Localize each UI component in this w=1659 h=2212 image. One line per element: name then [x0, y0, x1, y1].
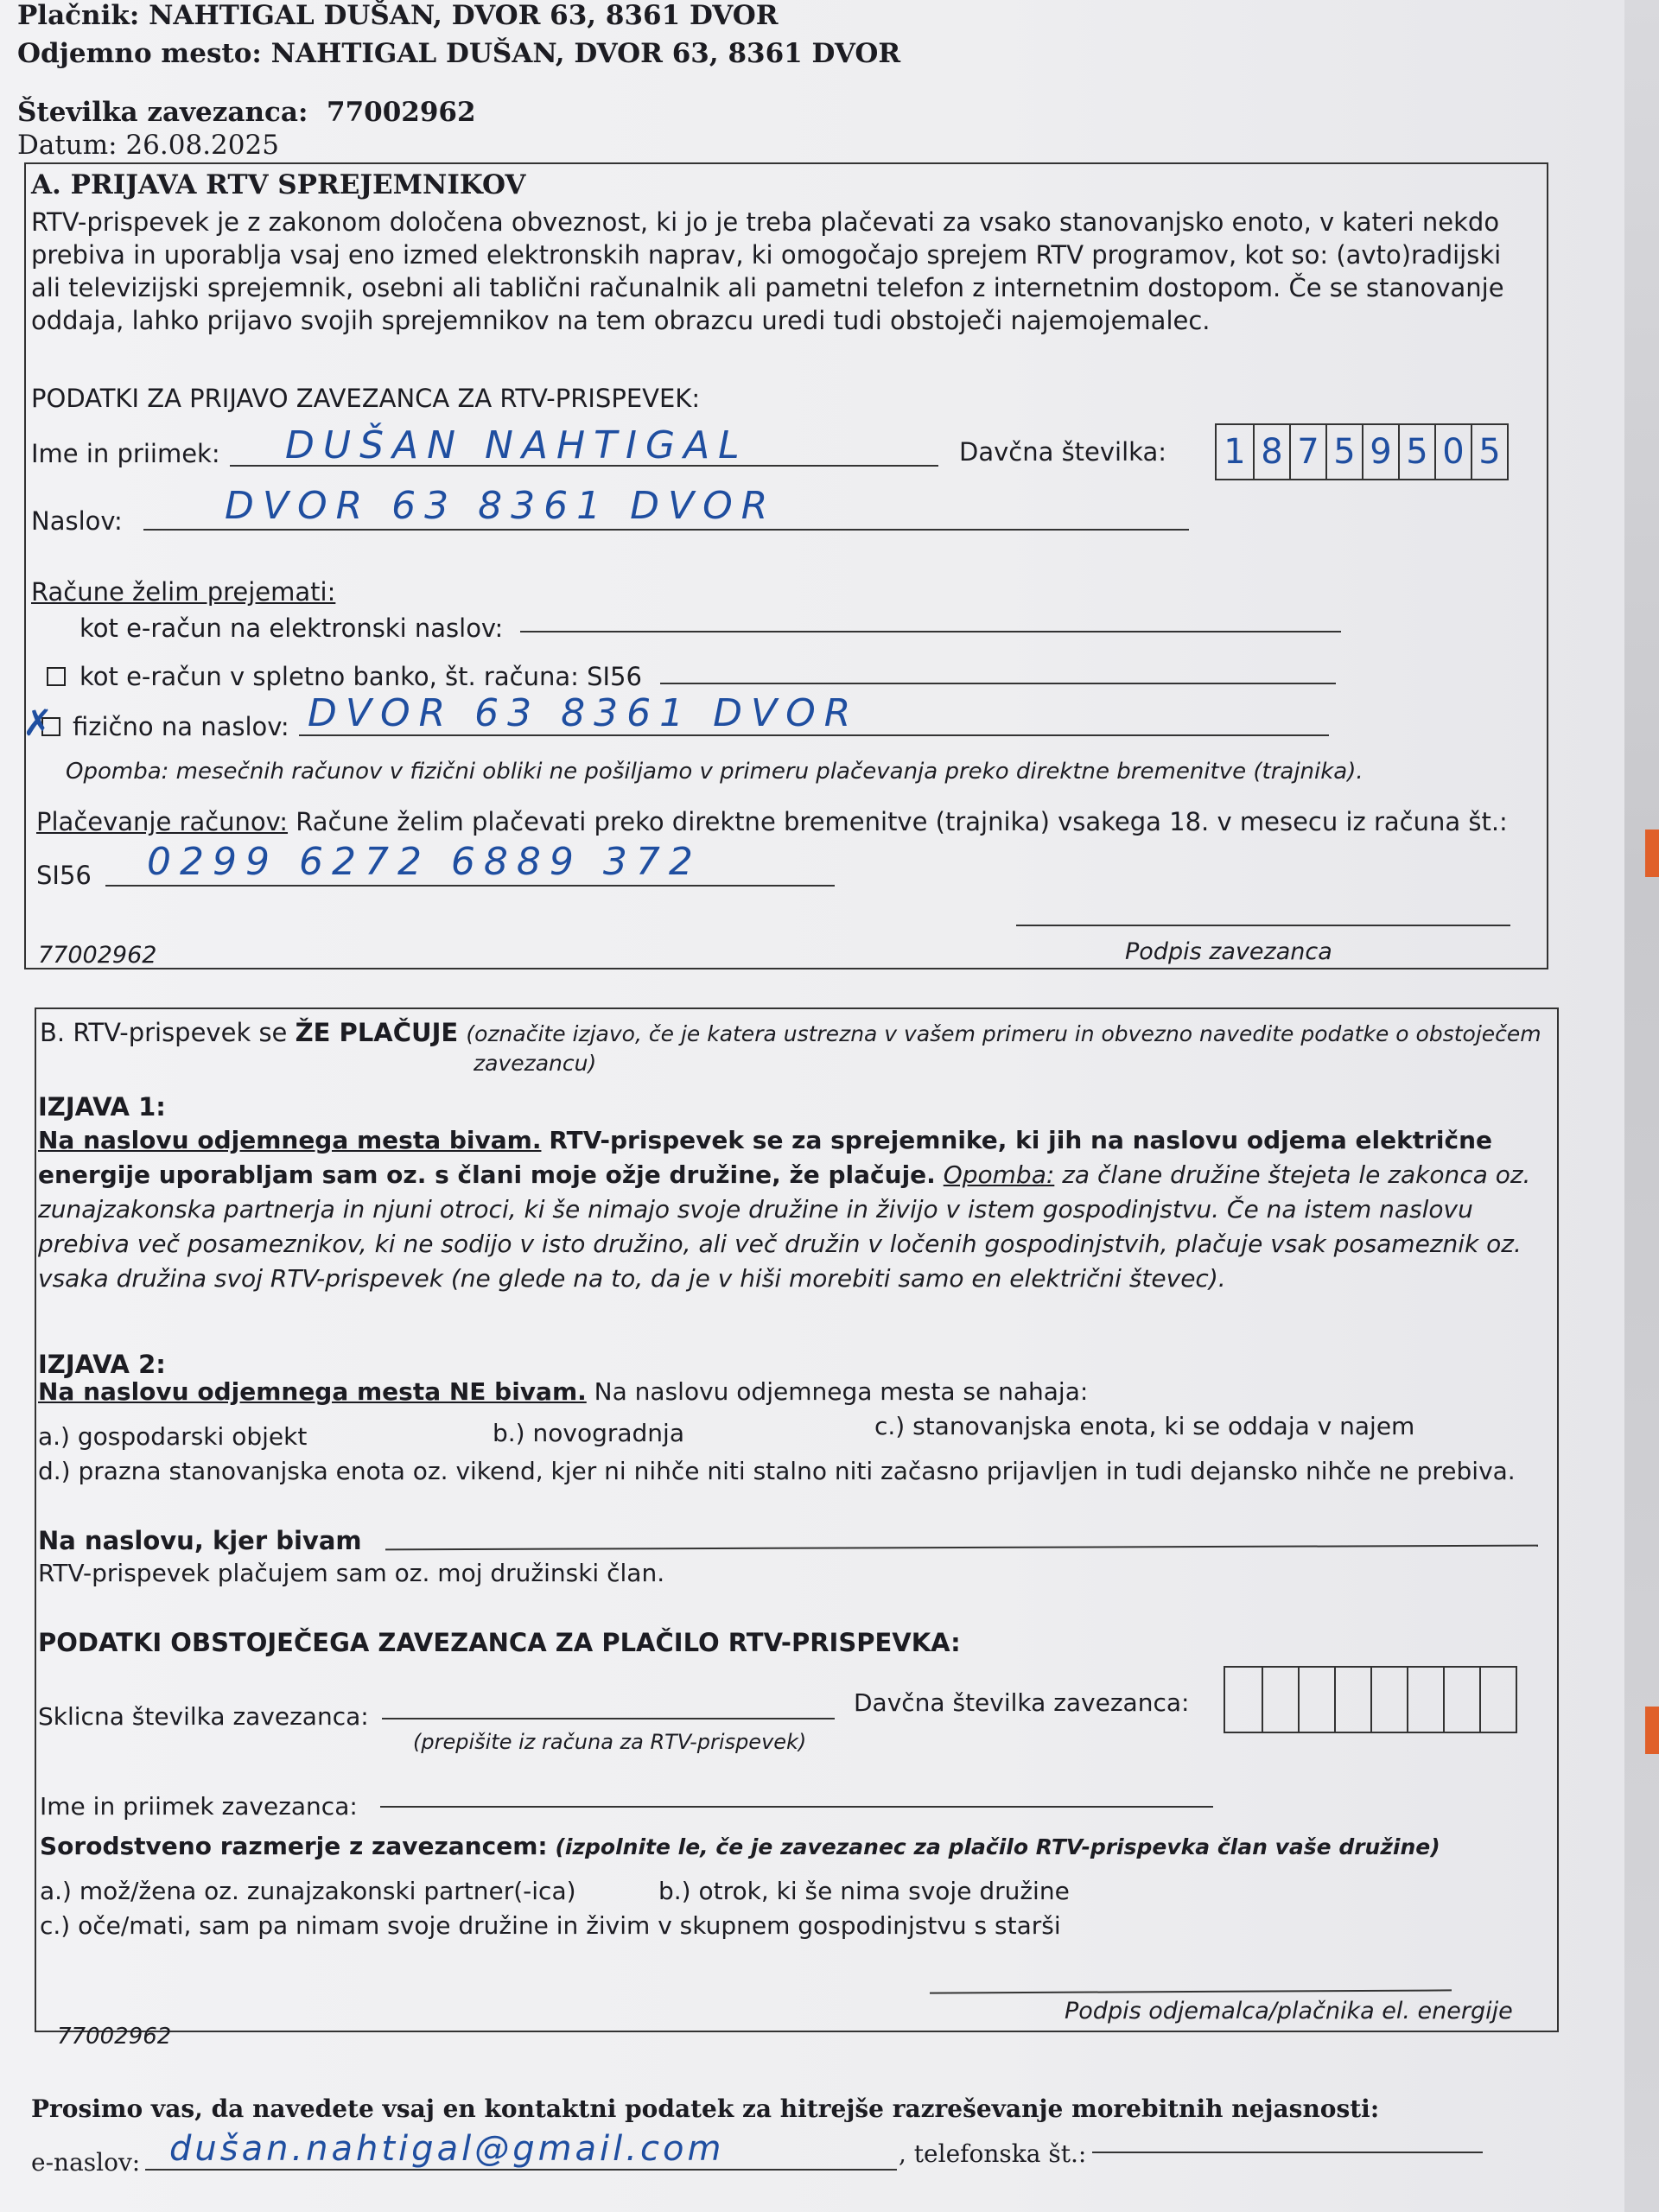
section-b-title-note: zavezancu) [474, 1051, 597, 1076]
physical-invoice-note: Opomba: mesečnih računov v fizični obliki ne pošiljamo v primeru plačevanja preko direktne bremenitve (trajnika). [66, 759, 1363, 785]
iban-prefix: SI56 [36, 861, 92, 890]
paper-address-field[interactable]: DVOR 63 8361 DVOR [308, 691, 860, 735]
checked-icon: ✗ [22, 702, 54, 744]
signature-label-b: Podpis odjemalca/plačnika el. energije [1065, 1998, 1513, 2024]
existing-tax-label: Davčna številka zavezanca: [854, 1688, 1190, 1717]
section-a-intro: RTV-prispevek je z zakonom določena obveznost, ki jo je treba plačevati za vsako stanovanjsko enoto, v kateri nekdo prebiva in uporablja vsaj eno izmed elektronskih naprav, ki omogočajo sprejem RTV programov, kot so: (avto)radijski ali televizijski sprejemnik, osebni ali tablični računalnik ali pametni telefon z internetnim dostopom. Če se stanovanje oddaja, lahko prijavo svojih sprejemnikov na tem obrazcu uredi tudi obstoječi najemojemalec. [31, 207, 1504, 335]
signature-line-a[interactable] [1016, 925, 1510, 926]
izjava2-opt-a[interactable]: a.) gospodarski objekt [38, 1422, 308, 1451]
email-label: e-naslov: [31, 2148, 141, 2177]
payer-line: Plačnik: NAHTIGAL DUŠAN, DVOR 63, 8361 DVOR [17, 0, 779, 31]
section-a-title: A. PRIJAVA RTV SPREJEMNIKOV [31, 169, 526, 200]
izjava1-text: Na naslovu odjemnega mesta bivam. RTV-prispevek se za sprejemnike, ki jih na naslovu odjema električne energije uporabljam sam oz. s člani moje ožje družine, že plačuje. Opomba: za člane družine štejeta le zakonca oz. zunajzakonska partnerja in njuni otroci, ki še nimajo svoje družine in živijo v istem gospodinjstvu. Če na istem naslovu prebiva več posameznikov, ki ne sodijo v isto družino, ali več družin v ločenih gospodinjstvih, plačuje vsak posameznik oz. vsaka družina svoj RTV-prispevek (ne glede na to, da je v hiši morebiti samo en električni števec). [38, 1126, 1531, 1293]
section-b-footer-number: 77002962 [57, 2024, 172, 2050]
name-label: Ime in priimek: [31, 439, 220, 468]
relation-opt-a[interactable]: a.) mož/žena oz. zunajzakonski partner(-ica) [40, 1877, 576, 1905]
signature-label-a: Podpis zavezanca [1125, 938, 1332, 965]
opt-paper-label: fizično na naslov: [73, 712, 289, 741]
date-line: Datum: 26.08.2025 [17, 130, 279, 161]
ref-label: Sklicna številka zavezanca: [38, 1702, 369, 1731]
ref-line[interactable] [382, 1718, 835, 1719]
relation-opt-b[interactable]: b.) otrok, ki še nima svoje družine [658, 1877, 1070, 1905]
payment-line: Plačevanje računov: Račune želim plačevati preko direktne bremenitve (trajnika) vsakega 18. v mesecu iz računa št.: [36, 807, 1508, 836]
tax-digit[interactable]: 8 [1253, 425, 1289, 479]
tax-digit[interactable]: 5 [1398, 425, 1434, 479]
contact-request: Prosimo vas, da navedete vsaj en kontaktni podatek za hitrejše razreševanje morebitnih nejasnosti: [31, 2094, 1380, 2123]
email-field[interactable]: dušan.nahtigal@gmail.com [169, 2129, 725, 2169]
phone-line[interactable] [1092, 2152, 1483, 2153]
section-a-footer-number: 77002962 [38, 942, 157, 969]
bank-checkbox[interactable] [47, 667, 66, 686]
iban-field[interactable]: 0299 6272 6889 372 [147, 840, 702, 884]
tax-digit[interactable]: 5 [1325, 425, 1362, 479]
section-b-title: B. RTV-prispevek se ŽE PLAČUJE (označite izjavo, če je katera ustrezna v vašem primeru in obvezno navedite podatke o obstoječem [40, 1018, 1541, 1047]
izjava2-opt-b[interactable]: b.) novogradnja [493, 1419, 684, 1447]
taxpayer-number-line: Številka zavezanca: 77002962 [17, 97, 476, 128]
tax-label: Davčna številka: [959, 437, 1167, 467]
existing-tax-boxes[interactable] [1224, 1666, 1517, 1733]
email-option-line[interactable] [520, 631, 1341, 632]
phone-label: , telefonska št.: [899, 2139, 1087, 2168]
data-heading: PODATKI ZA PRIJAVO ZAVEZANCA ZA RTV-PRISPEVEK: [31, 384, 701, 413]
site-line: Odjemno mesto: NAHTIGAL DUŠAN, DVOR 63, 8361 DVOR [17, 38, 901, 69]
background-edge [1624, 0, 1659, 2212]
tax-digit[interactable]: 5 [1471, 425, 1507, 479]
tax-digit[interactable]: 7 [1289, 425, 1325, 479]
opt-bank-label: kot e-račun v spletno banko, št. računa: SI56 [79, 662, 642, 691]
existing-name-line[interactable] [380, 1806, 1213, 1808]
live-address-note: RTV-prispevek plačujem sam oz. moj družinski član. [38, 1559, 665, 1587]
relation-opt-c[interactable]: c.) oče/mati, sam pa nimam svoje družine in živim v skupnem gospodinjstvu s starši [40, 1911, 1061, 1940]
address-line [143, 529, 1189, 531]
izjava1-title: IZJAVA 1: [38, 1092, 166, 1122]
live-address-label: Na naslovu, kjer bivam [38, 1526, 362, 1555]
existing-taxpayer-heading: PODATKI OBSTOJEČEGA ZAVEZANCA ZA PLAČILO RTV-PRISPEVKA: [38, 1628, 961, 1657]
address-label: Naslov: [31, 506, 123, 536]
bank-account-line[interactable] [660, 683, 1336, 684]
izjava2-title: IZJAVA 2: [38, 1350, 166, 1379]
invoice-heading: Račune želim prejemati: [31, 577, 336, 607]
relation-heading: Sorodstveno razmerje z zavezancem: (izpolnite le, če je zavezanec za plačilo RTV-prispevka član vaše družine) [40, 1832, 1440, 1860]
name-field[interactable]: DUŠAN NAHTIGAL [285, 423, 748, 467]
email-line [145, 2169, 897, 2171]
tax-digit[interactable]: 1 [1224, 432, 1246, 472]
izjava2-opt-c[interactable]: c.) stanovanjska enota, ki se oddaja v najem [874, 1412, 1415, 1440]
address-field[interactable]: DVOR 63 8361 DVOR [225, 484, 777, 528]
iban-line [105, 885, 835, 887]
ref-hint: (prepišite iz računa za RTV-prispevek) [413, 1730, 807, 1754]
izjava2-lead: Na naslovu odjemnega mesta NE bivam. Na naslovu odjemnega mesta se nahaja: [38, 1377, 1089, 1406]
izjava2-opt-d[interactable]: d.) prazna stanovanjska enota oz. vikend, kjer ni nihče niti stalno niti začasno prijavljen in tudi dejansko nihče ne prebiva. [38, 1457, 1516, 1485]
tax-digit[interactable]: 9 [1362, 425, 1398, 479]
tax-number-boxes[interactable] [1215, 423, 1509, 480]
existing-name-label: Ime in priimek zavezanca: [40, 1792, 358, 1821]
opt-email-label: kot e-račun na elektronski naslov: [79, 613, 504, 643]
tax-digit[interactable]: 0 [1434, 425, 1471, 479]
